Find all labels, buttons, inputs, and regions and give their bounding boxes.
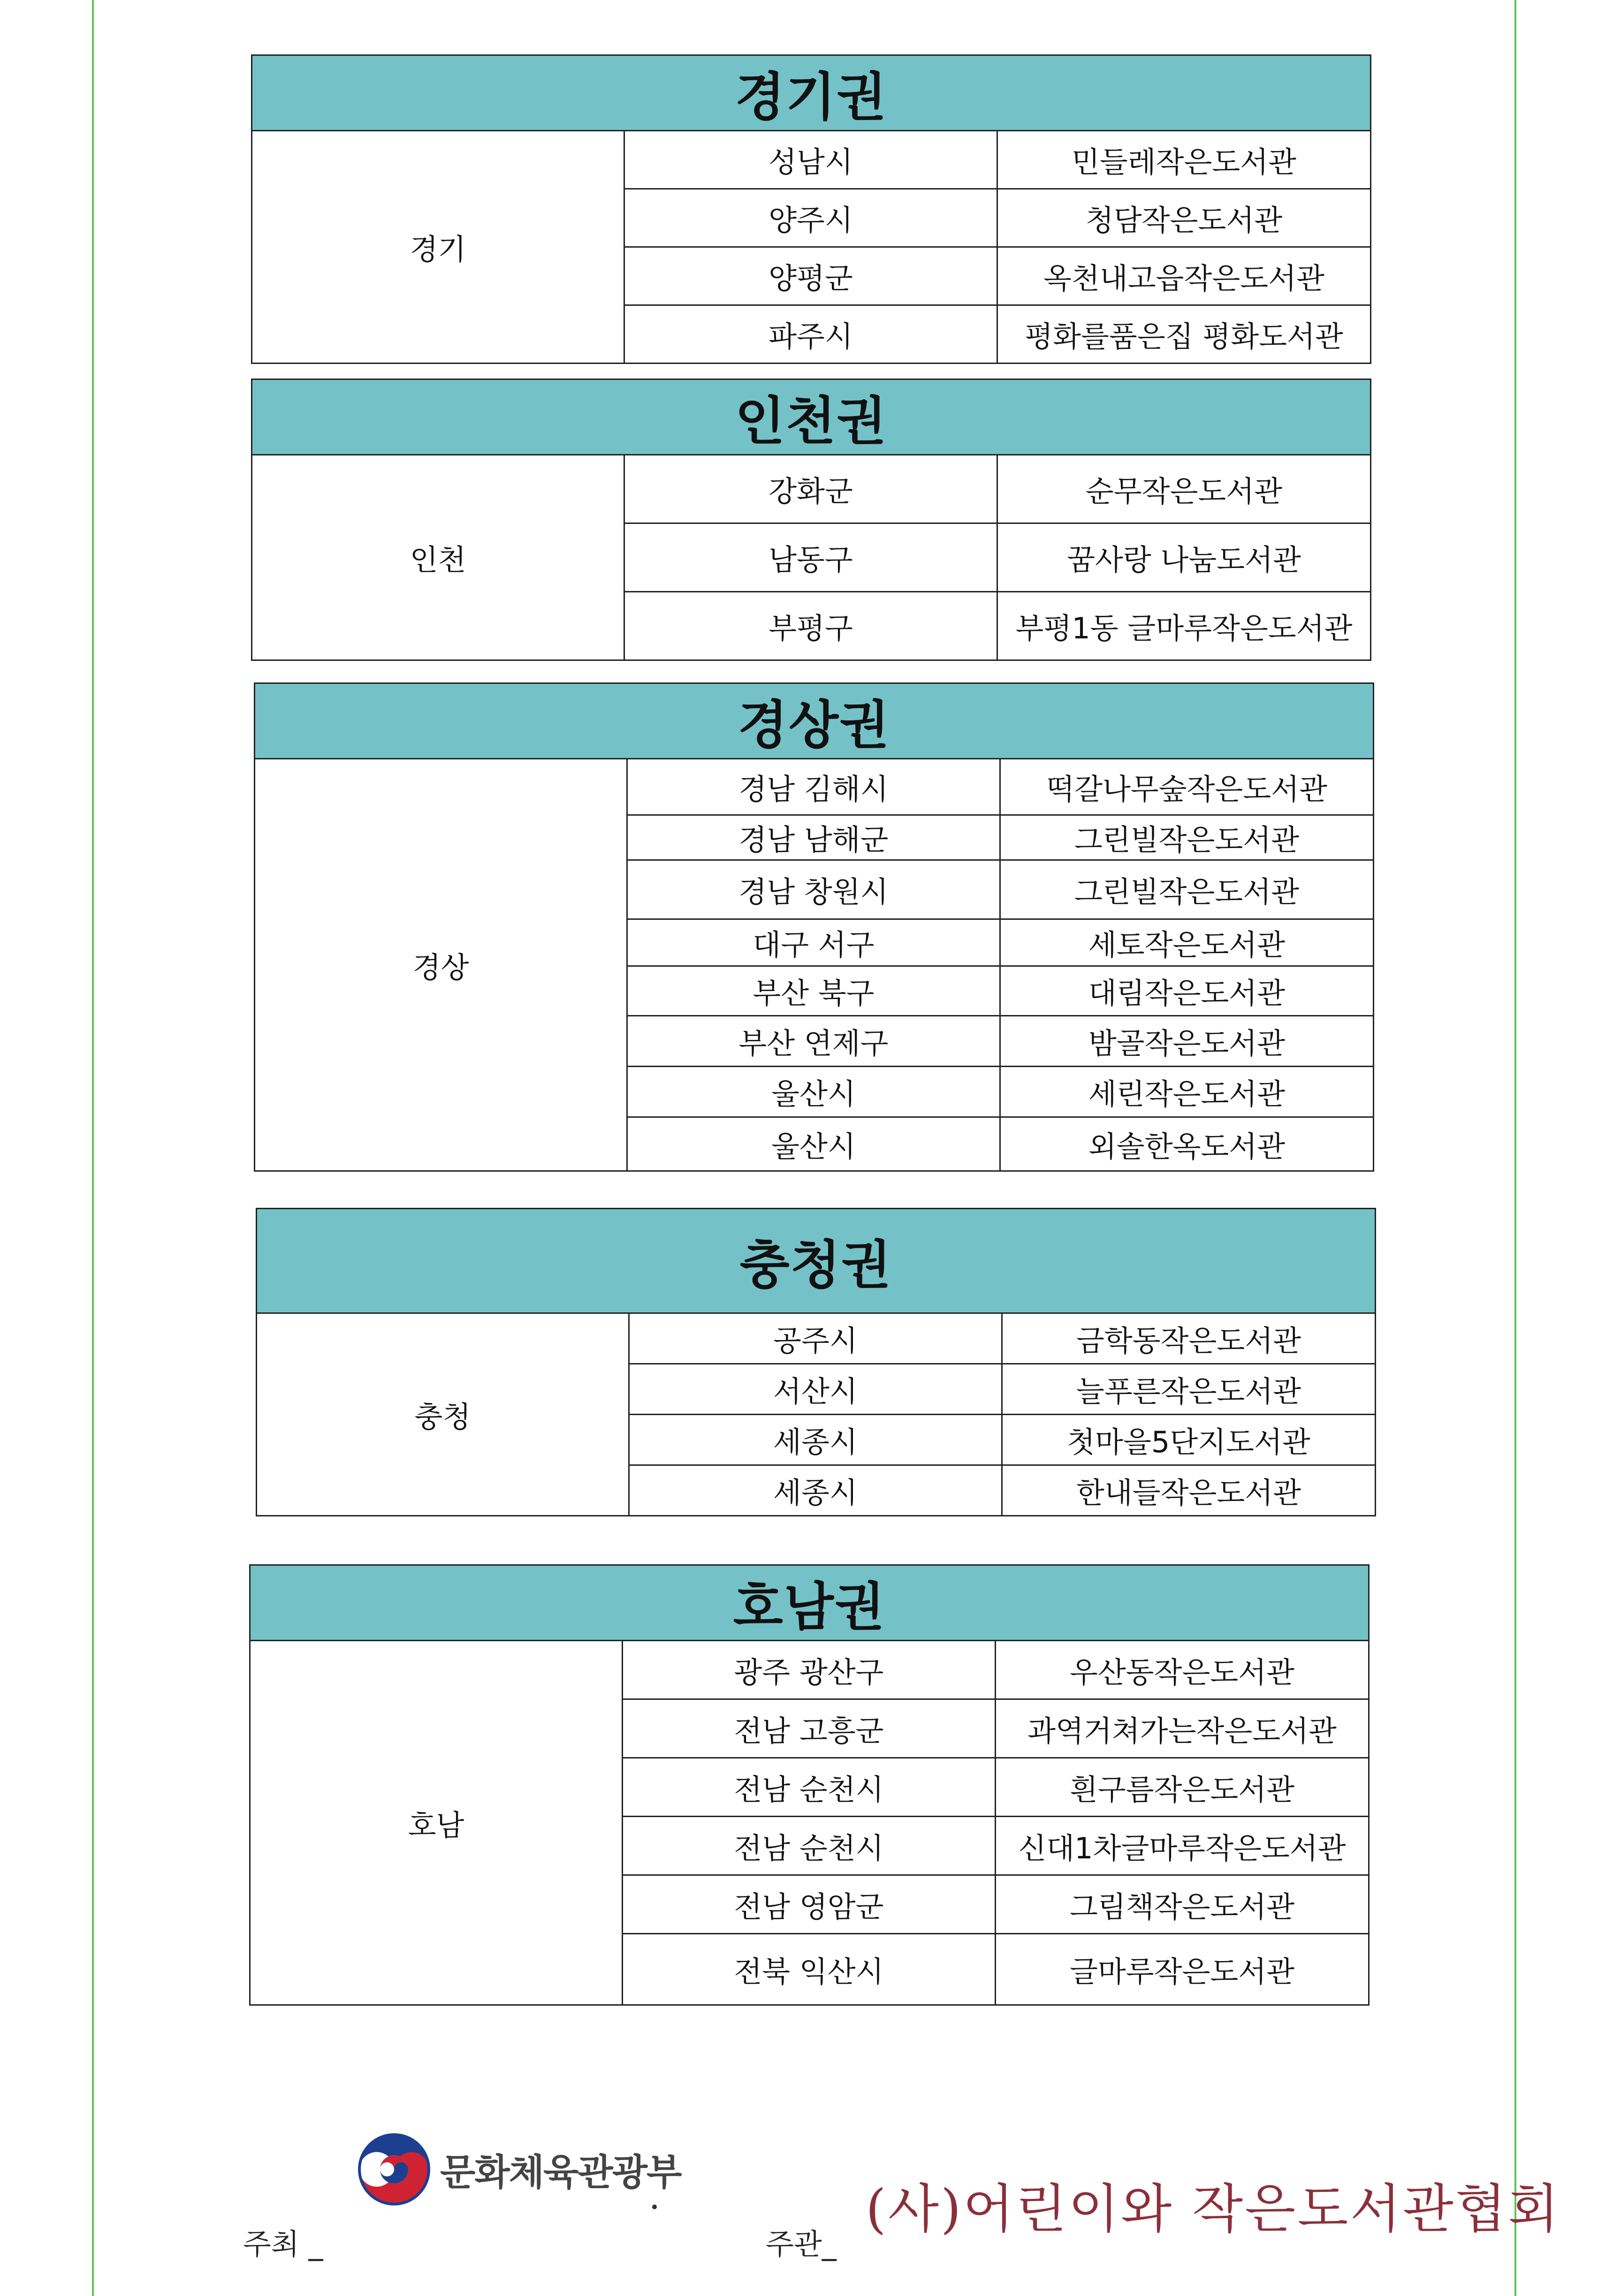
city-cell: 남동구 xyxy=(624,523,997,592)
city-cell: 대구 서구 xyxy=(627,919,1000,966)
city-cell: 성남시 xyxy=(624,131,997,189)
city-cell: 전북 익산시 xyxy=(623,1934,996,2005)
city-cell: 공주시 xyxy=(629,1313,1002,1364)
city-cell: 전남 영암군 xyxy=(623,1875,996,1934)
regional-table-incheon xyxy=(251,379,1371,661)
region-name: 경기 xyxy=(252,131,624,364)
library-cell: 청담작은도서관 xyxy=(997,189,1371,247)
library-cell: 민들레작은도서관 xyxy=(997,131,1371,189)
library-cell: 부평1동 글마루작은도서관 xyxy=(997,592,1371,660)
library-cell: 대림작은도서관 xyxy=(1000,966,1374,1016)
region-header: 호남권 xyxy=(250,1565,1369,1641)
city-cell: 양주시 xyxy=(624,189,997,247)
city-cell: 경남 창원시 xyxy=(627,860,1000,919)
city-cell: 울산시 xyxy=(627,1117,1000,1171)
library-cell: 옥천내고읍작은도서관 xyxy=(997,247,1371,305)
library-cell: 꿈사랑 나눔도서관 xyxy=(997,523,1371,592)
city-cell: 경남 김해시 xyxy=(627,759,1000,815)
library-cell: 밤골작은도서관 xyxy=(1000,1016,1374,1067)
regional-table-gyeongsang xyxy=(254,682,1374,1172)
library-cell: 그린빌작은도서관 xyxy=(1000,860,1374,919)
library-cell: 늘푸른작은도서관 xyxy=(1002,1364,1376,1415)
library-cell: 그린빌작은도서관 xyxy=(1000,815,1374,860)
city-cell: 부산 북구 xyxy=(627,966,1000,1016)
regional-table-honam xyxy=(249,1564,1370,2006)
city-cell: 전남 순천시 xyxy=(623,1817,996,1875)
library-cell: 신대1차글마루작은도서관 xyxy=(996,1817,1369,1875)
library-cell: 흰구름작은도서관 xyxy=(996,1758,1369,1817)
library-cell: 한내들작은도서관 xyxy=(1002,1465,1376,1516)
library-cell: 세린작은도서관 xyxy=(1000,1067,1374,1117)
library-cell: 세토작은도서관 xyxy=(1000,919,1374,966)
region-name: 호남 xyxy=(250,1641,623,2005)
city-cell: 강화군 xyxy=(624,455,997,523)
city-cell: 세종시 xyxy=(629,1415,1002,1465)
library-cell: 금학동작은도서관 xyxy=(1002,1313,1376,1364)
regional-table-chungcheong xyxy=(256,1208,1376,1516)
library-cell: 첫마을5단지도서관 xyxy=(1002,1415,1376,1465)
library-cell: 글마루작은도서관 xyxy=(996,1934,1369,2005)
city-cell: 전남 고흥군 xyxy=(623,1699,996,1758)
regional-table-gyeonggi xyxy=(251,54,1371,364)
region-header: 경기권 xyxy=(252,55,1371,131)
library-cell: 떡갈나무숲작은도서관 xyxy=(1000,759,1374,815)
city-cell: 부산 연제구 xyxy=(627,1016,1000,1067)
region-name: 경상 xyxy=(255,759,627,1171)
organizer-logo: (사)어린이와 작은도서관협회 xyxy=(866,2179,1561,2240)
right-margin-line xyxy=(1514,0,1516,2296)
region-header: 인천권 xyxy=(252,379,1371,455)
city-cell: 광주 광산구 xyxy=(623,1641,996,1699)
city-cell: 서산시 xyxy=(629,1364,1002,1415)
library-cell: 평화를품은집 평화도서관 xyxy=(997,305,1371,364)
library-cell: 그림책작은도서관 xyxy=(996,1875,1369,1934)
region-header: 경상권 xyxy=(255,683,1374,759)
library-cell: 순무작은도서관 xyxy=(997,455,1371,523)
organizer-label: 주관_ xyxy=(766,2227,837,2261)
city-cell: 울산시 xyxy=(627,1067,1000,1117)
city-cell: 부평구 xyxy=(624,592,997,660)
region-header: 충청권 xyxy=(257,1209,1376,1313)
library-cell: 외솔한옥도서관 xyxy=(1000,1117,1374,1171)
city-cell: 세종시 xyxy=(629,1465,1002,1516)
ministry-name: 문화체육관광부 xyxy=(440,2152,681,2194)
library-cell: 과역거쳐가는작은도서관 xyxy=(996,1699,1369,1758)
taegeuk-emblem-icon xyxy=(357,2132,432,2207)
city-cell: 경남 남해군 xyxy=(627,815,1000,860)
host-label: 주최 _ xyxy=(243,2227,323,2261)
ministry-logo xyxy=(357,2132,681,2207)
left-margin-line xyxy=(92,0,94,2296)
separator-dot xyxy=(652,2205,657,2209)
library-cell: 우산동작은도서관 xyxy=(996,1641,1369,1699)
city-cell: 전남 순천시 xyxy=(623,1758,996,1817)
region-name: 인천 xyxy=(252,455,624,660)
city-cell: 양평군 xyxy=(624,247,997,305)
region-name: 충청 xyxy=(257,1313,629,1516)
city-cell: 파주시 xyxy=(624,305,997,364)
